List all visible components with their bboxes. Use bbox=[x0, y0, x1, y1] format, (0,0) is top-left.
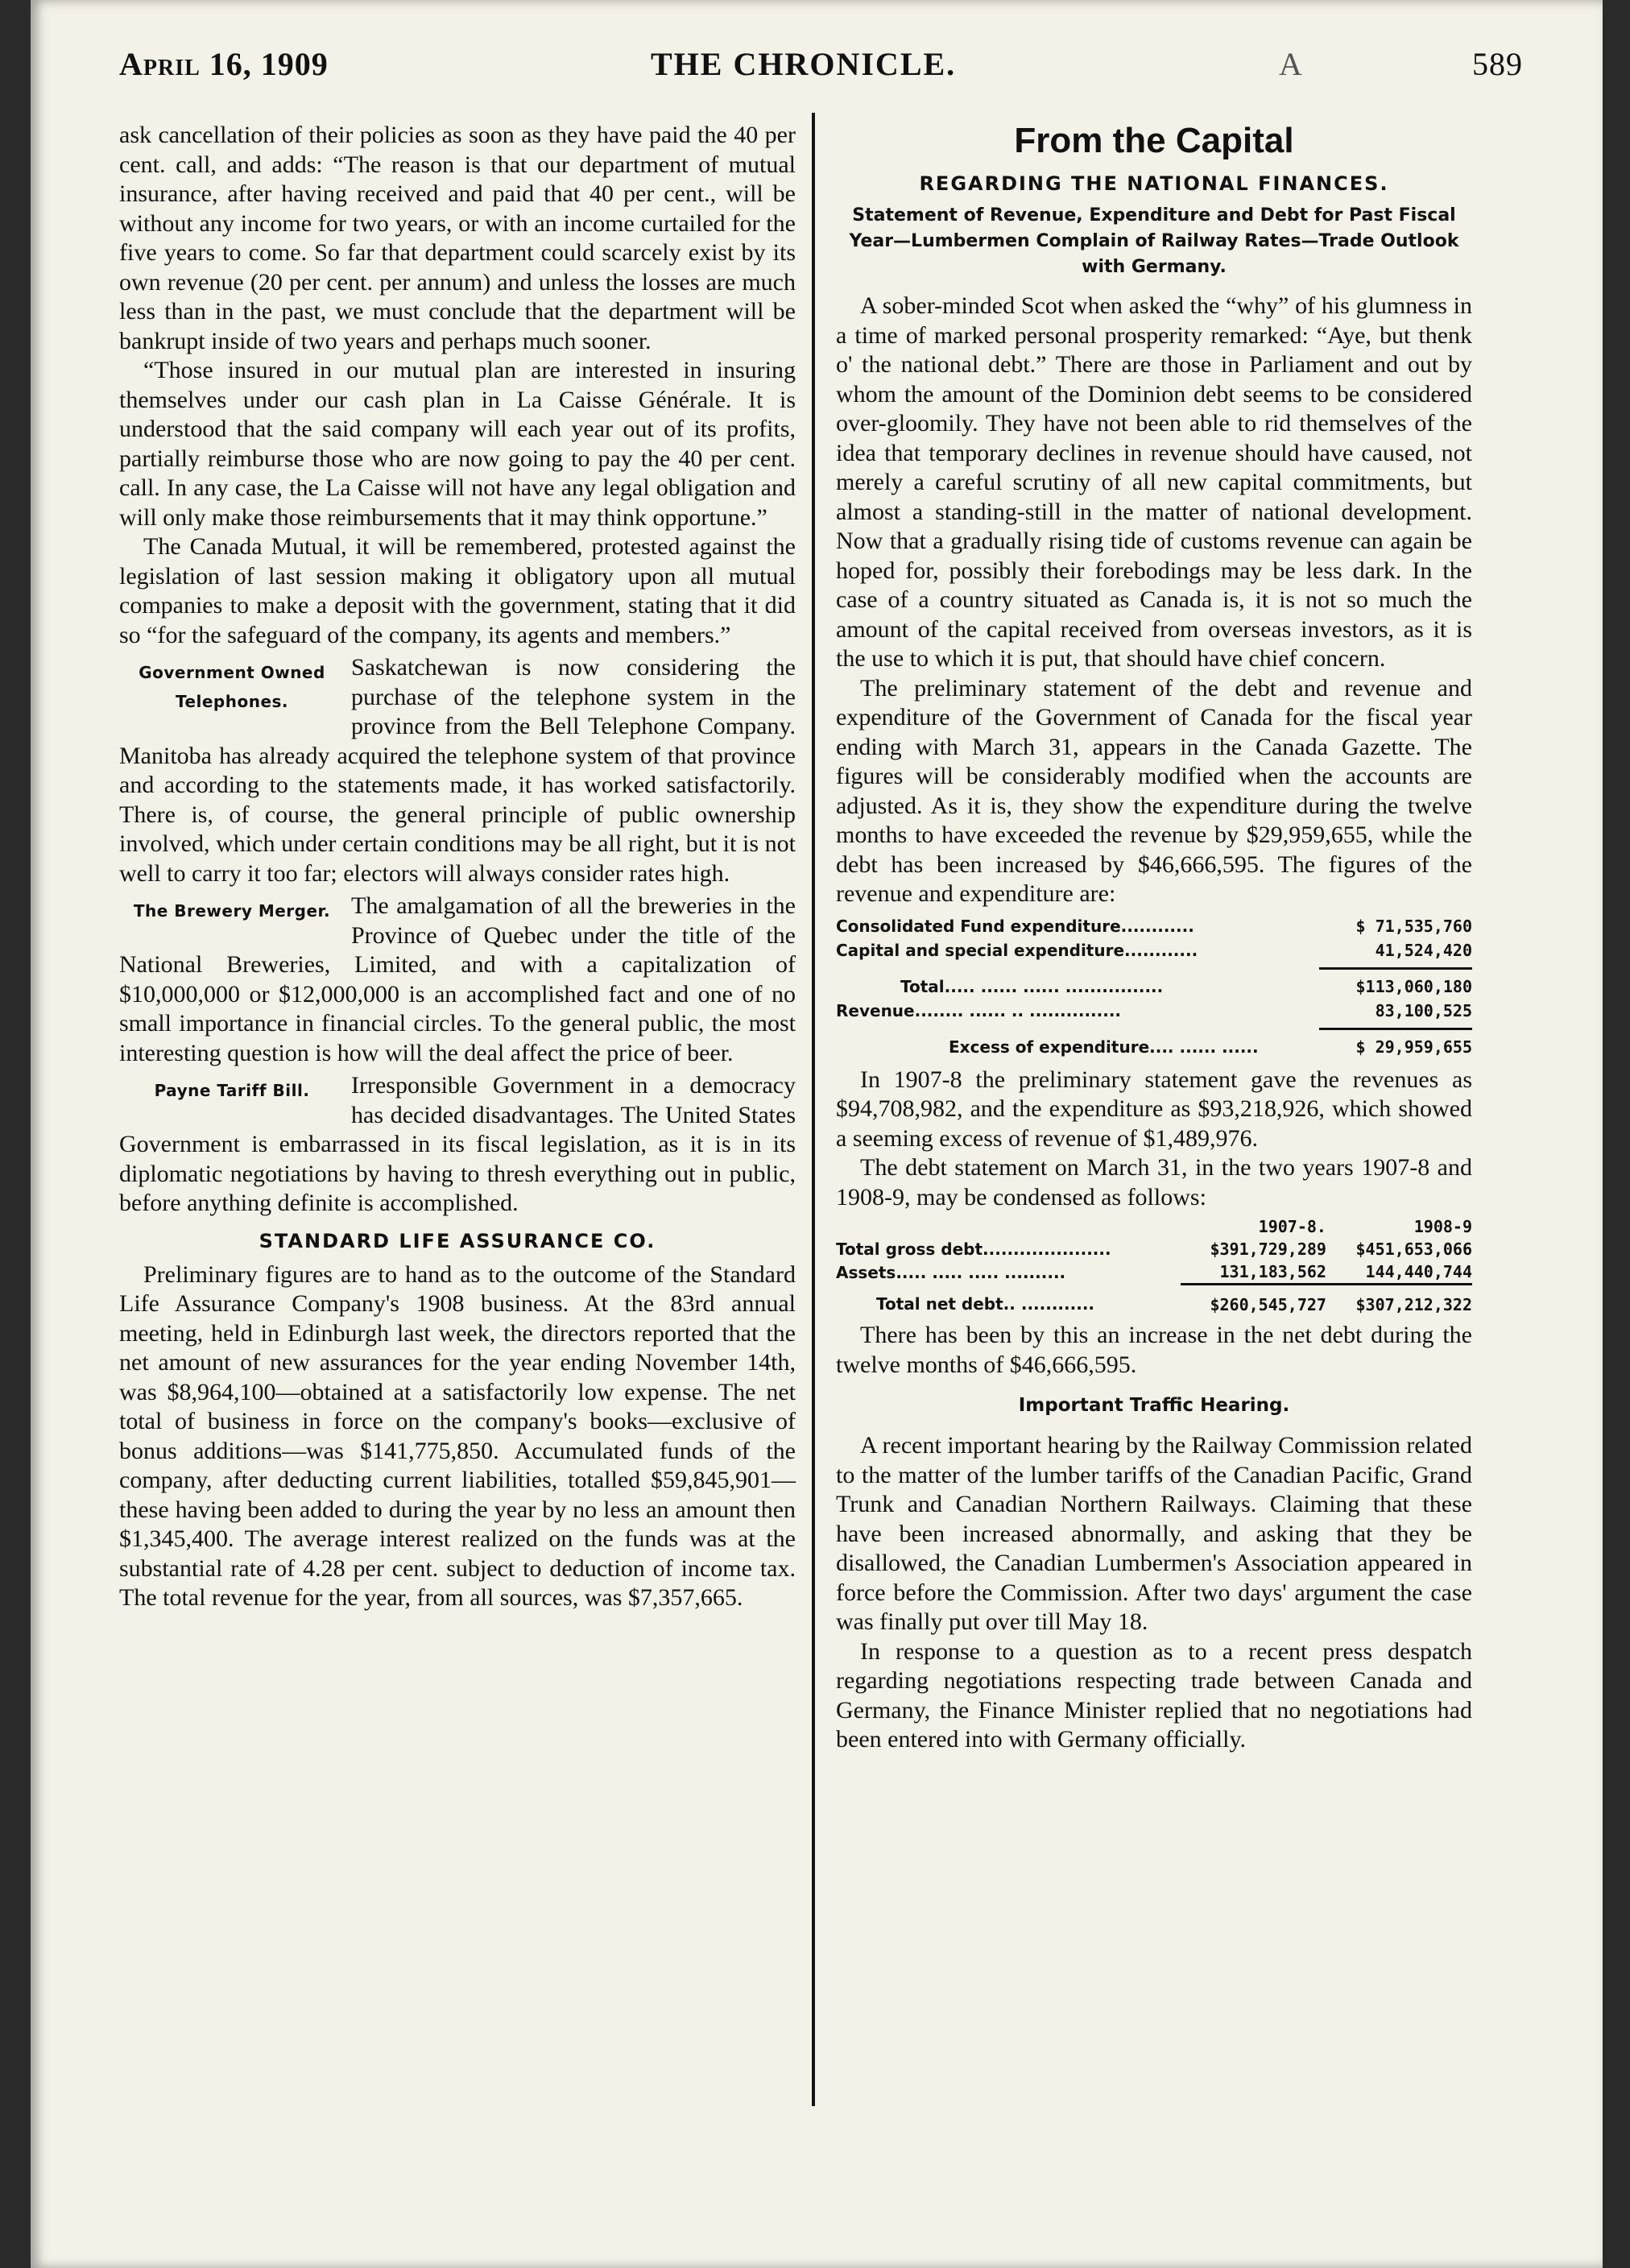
finance-row: Capital and special expenditure............ 41,524,420 bbox=[836, 940, 1472, 960]
finance-row: Total..... ...... ...... ................ $113,060,180 bbox=[900, 976, 1472, 996]
newspaper-page bbox=[31, 0, 1603, 2268]
paragraph: ask cancellation of their policies as soon as they have paid the 40 per cent. call, and adds: “The reason is that our department of mutual insurance, after having received and paid that 40 per cent., will be without any income for two years, or with an income curtailed for the five years to come. So far that department could scarcely exist by its own revenue (20 per cent. per annum) and unless the losses are much less than in the past, we must conclude that the department will be bankrupt inside of two years and perhaps much sooner. bbox=[119, 122, 796, 354]
paragraph: The Canada Mutual, it will be remembered, protested against the legislation of last session making it obligatory upon all mutual companies to make a deposit with the government, stating that it did so “for the safeguard of the company, its agents and members.” bbox=[119, 533, 796, 648]
table-cell: $307,212,322 bbox=[1355, 1295, 1472, 1314]
table-row bbox=[836, 1238, 1472, 1260]
paragraph: The debt statement on March 31, in the two years 1907-8 and 1908-9, may be condensed as follows: bbox=[836, 1154, 1472, 1211]
row-label: Total gross debt..................... bbox=[836, 1240, 1111, 1259]
page-header bbox=[119, 40, 1545, 97]
row-label: Assets..... ..... ..... .......... bbox=[836, 1262, 1066, 1282]
page-number: 589 bbox=[1472, 46, 1523, 82]
paragraph: A sober-minded Scot when asked the “why” of his glumness in a time of marked personal prosperity remarked: “Aye, but thenk o' the national debt.” There are those in Parliament and out by whom the amount of the Dominion debt seems to be considered over-gloomily. They have not been able to rid themselves of the idea that temporary declines in revenue should have caused, not merely a careful scrutiny of all new capital commitments, but almost a standing-still in the matter of national development. Now that a gradually rising tide of customs revenue can again be hoped for, possibly their forebodings may be less dark. In the case of a country situated as Canada is, it is not so much the amount of the capital received from overseas investors, as it is the use to which it is put, that should have chief concern. bbox=[836, 292, 1472, 672]
paragraph: Preliminary figures are to hand as to the outcome of the Standard Life Assurance Company's 1908 business. At the 83rd annual meeting, held in Edinburgh last week, the directors reported that the net amount of new assurances for the year ending November 14th, was $8,964,100—obtained at a satisfactorily low expense. The net total of business in force on the company's books—exclusive of bonus additions—was $141,775,850. Accumulated funds of the company, after deducting current liabilities, totalled $59,845,901—these having been added to during the year by no less an amount then $1,345,400. The average interest realized on the funds was at the substantial rate of 4.28 per cent. subject to deduction of income tax. The total revenue for the year, from all sources, was $7,357,665. bbox=[119, 1260, 796, 1611]
section-heading: STANDARD LIFE ASSURANCE CO. bbox=[259, 1229, 656, 1252]
article-government-telephones bbox=[119, 653, 796, 888]
article-brewery-merger bbox=[119, 892, 796, 1068]
section-heading: Important Traffic Hearing. bbox=[1018, 1395, 1290, 1416]
table-cell: $451,653,066 bbox=[1355, 1240, 1472, 1259]
finance-row: Revenue........ ...... .. ............... 83,100,525 bbox=[836, 1000, 1472, 1020]
right-column bbox=[836, 121, 1472, 1755]
column-divider bbox=[812, 113, 815, 2106]
table-cell: 131,183,562 bbox=[1181, 1260, 1326, 1285]
table-cell: $260,545,727 bbox=[1210, 1295, 1326, 1314]
side-heading: Government Owned Telephones. bbox=[139, 663, 325, 711]
table-row bbox=[836, 1260, 1472, 1285]
column-header: 1907-8. bbox=[1258, 1217, 1326, 1236]
issue-date: April 16, 1909 bbox=[119, 46, 329, 82]
article-deck: Statement of Revenue, Expenditure and Debt for Past Fiscal Year—Lumbermen Complain of Railway Rates—Trade Outlook with Germany. bbox=[849, 205, 1459, 277]
column-header: 1908-9 bbox=[1413, 1217, 1472, 1236]
table-header-row bbox=[836, 1215, 1472, 1238]
finance-row: Excess of expenditure.... ...... ...... $ 29,959,655 bbox=[949, 1037, 1472, 1057]
side-heading: The Brewery Merger. bbox=[133, 901, 331, 921]
left-column bbox=[119, 121, 796, 1613]
paragraph: In response to a question as to a recent press despatch regarding negotiations respecting trade between Canada and Germany, the Finance Minister replied that no negotiations had been entered into with Germany officially. bbox=[836, 1637, 1472, 1753]
debt-table bbox=[836, 1215, 1472, 1316]
article-payne-tariff bbox=[119, 1071, 796, 1219]
finance-row: Consolidated Fund expenditure............ $ 71,535,760 bbox=[836, 916, 1472, 936]
table-cell: $391,729,289 bbox=[1210, 1240, 1326, 1259]
row-label: Total net debt.. ............ bbox=[876, 1294, 1095, 1314]
article-subtitle: REGARDING THE NATIONAL FINANCES. bbox=[919, 172, 1389, 195]
paragraph: “Those insured in our mutual plan are interested in insuring themselves under our cash plan in La Caisse Générale. It is understood that the said company will each year out of its profits, partially reimburse those who are now going to pay the 40 per cent. call. In any case, the La Caisse will not have any legal obligation and will only make those reimbursements that it may think opportune.” bbox=[119, 357, 796, 531]
paragraph: Irresponsible Government in a democracy has decided disadvantages. The United States Government is embarrassed in its fiscal legislation, as it is in its diplomatic negotiations by having to thresh everything out in public, before anything definite is accomplished. bbox=[119, 1072, 796, 1216]
table-row bbox=[836, 1285, 1472, 1317]
paragraph: The preliminary statement of the debt and revenue and expenditure of the Government of Canada for the fiscal year ending with March 31, appears in the Canada Gazette. The figures will be considerably modified when the accounts are adjusted. As it is, they show the expenditure during the twelve months to have exceeded the revenue by $29,959,655, while the debt has been increased by $46,666,595. The figures of the revenue and expenditure are: bbox=[836, 674, 1472, 907]
margin-mark: A bbox=[1279, 46, 1303, 82]
masthead-title: THE CHRONICLE. bbox=[651, 46, 957, 82]
paragraph: Saskatchewan is now considering the purchase of the telephone system in the province from the Bell Telephone Company. Manitoba has already acquired the telephone system of that province and according to the statements made, it has worked satisfactorily. There is, of course, the general principle of public ownership involved, which under certain conditions may be all right, but it is not well to carry it too far; electors will always consider rates high. bbox=[119, 654, 796, 887]
finance-statement bbox=[836, 914, 1472, 1059]
paragraph: The amalgamation of all the breweries in the Province of Quebec under the title of the National Breweries, Limited, and with a capitalization of $10,000,000 or $12,000,000 is an accomplished fact and one of no small importance in financial circles. To the general public, the most interesting question is how will the deal affect the price of beer. bbox=[119, 892, 796, 1066]
sum-rule bbox=[1319, 967, 1472, 970]
side-heading: Payne Tariff Bill. bbox=[154, 1081, 310, 1100]
table-cell: 144,440,744 bbox=[1326, 1260, 1472, 1285]
sum-rule bbox=[1319, 1028, 1472, 1030]
paragraph: A recent important hearing by the Railway Commission related to the matter of the lumber tariffs of the Canadian Pacific, Grand Trunk and Canadian Northern Railways. Claiming that these have been increased abnormally, and asking that they be disallowed, the Canadian Lumbermen's Association appeared in force before the Commission. After two days' argument the case was finally put over till May 18. bbox=[836, 1432, 1472, 1635]
article-title: From the Capital bbox=[1014, 121, 1294, 160]
paragraph: In 1907-8 the preliminary statement gave the revenues as $94,708,982, and the expenditure as $93,218,926, which showed a seeming excess of revenue of $1,489,976. bbox=[836, 1066, 1472, 1152]
paragraph: There has been by this an increase in the net debt during the twelve months of $46,666,595. bbox=[836, 1322, 1472, 1378]
